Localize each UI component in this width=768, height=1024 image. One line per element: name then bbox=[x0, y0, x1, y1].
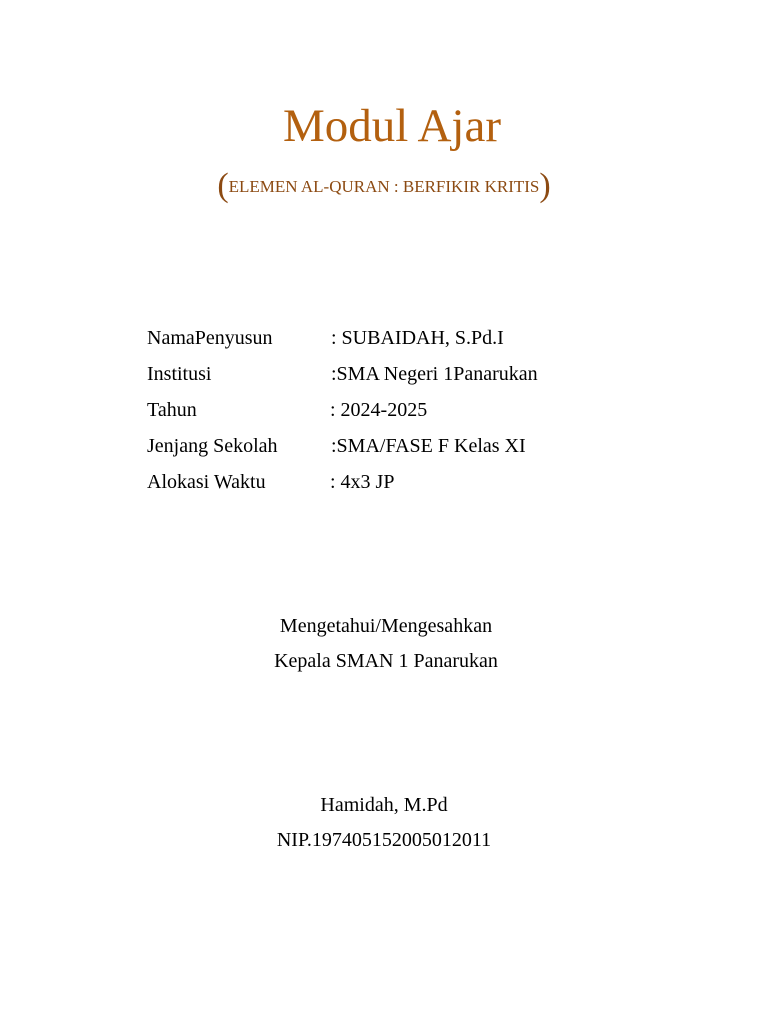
subtitle-text: ELEMEN AL-QURAN : BERFIKIR KRITIS bbox=[228, 177, 540, 196]
approval-line: Mengetahui/Mengesahkan bbox=[279, 615, 493, 637]
info-row-institusi bbox=[147, 356, 667, 392]
info-value: : SUBAIDAH, S.Pd.I bbox=[331, 327, 504, 349]
info-label: NamaPenyusun bbox=[147, 327, 273, 349]
document-subtitle bbox=[0, 166, 768, 208]
info-label: Tahun bbox=[147, 399, 197, 421]
signer-nip: NIP.197405152005012011 bbox=[276, 829, 492, 851]
signer-name: Hamidah, M.Pd bbox=[320, 794, 448, 816]
info-value: : 2024-2025 bbox=[330, 399, 428, 421]
info-row-tahun bbox=[147, 392, 667, 428]
info-value: :SMA Negeri 1Panarukan bbox=[331, 363, 538, 385]
info-row-penyusun bbox=[147, 320, 667, 356]
info-value: : 4x3 JP bbox=[330, 471, 395, 493]
info-label: Alokasi Waktu bbox=[147, 471, 266, 493]
info-value: :SMA/FASE F Kelas XI bbox=[331, 435, 526, 457]
info-row-jenjang bbox=[147, 428, 667, 464]
subtitle-close-paren: ) bbox=[539, 167, 551, 204]
info-table bbox=[147, 320, 667, 500]
approval-position: Kepala SMAN 1 Panarukan bbox=[274, 650, 498, 672]
subtitle-open-paren: ( bbox=[217, 167, 229, 204]
info-label: Jenjang Sekolah bbox=[147, 435, 278, 457]
document-title: Modul Ajar bbox=[282, 100, 502, 152]
approval-block bbox=[0, 609, 768, 679]
info-label: Institusi bbox=[147, 363, 212, 385]
info-row-alokasi bbox=[147, 464, 667, 500]
signer-block bbox=[0, 788, 768, 858]
